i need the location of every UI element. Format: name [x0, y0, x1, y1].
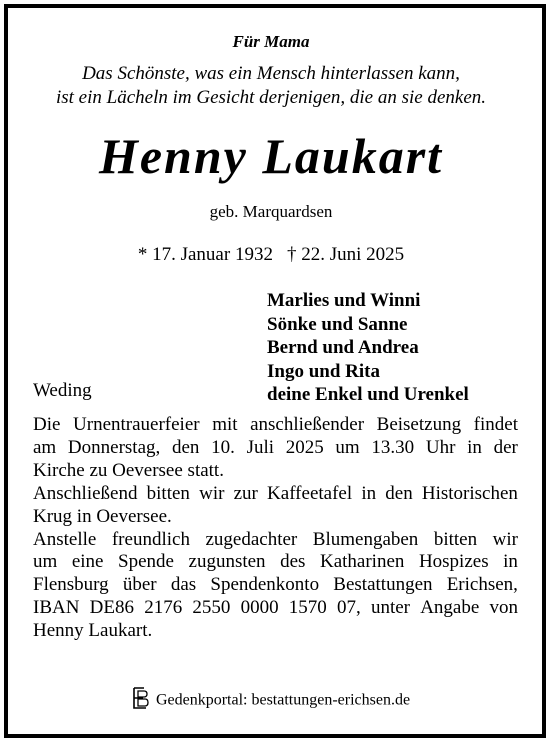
word: zugedachter — [205, 528, 298, 550]
death-date: † 22. Juni 2025 — [286, 244, 405, 265]
word: am — [33, 436, 57, 458]
place-name: Weding — [33, 380, 92, 401]
word: 2550 — [192, 597, 231, 619]
word: freundlich — [111, 528, 190, 550]
word: Bestattungen — [333, 574, 433, 596]
ceremony-text — [33, 414, 518, 643]
life-dates — [0, 244, 542, 266]
word: zugunsten — [188, 551, 266, 573]
deceased-name: Henny Laukart — [98, 128, 444, 184]
birth-date: * 17. Januar 1932 — [137, 244, 273, 265]
word: Anschließend — [33, 482, 138, 504]
word: Beisetzung — [376, 414, 462, 435]
word: eine — [71, 551, 104, 573]
word: um — [33, 551, 58, 573]
word: den — [385, 482, 413, 504]
mourner-entry: Marlies und Winni — [267, 290, 421, 311]
quote — [0, 62, 542, 110]
word: Anstelle — [33, 528, 97, 550]
word: den — [171, 436, 200, 458]
word: Erichsen, — [446, 574, 518, 596]
word: in — [361, 482, 377, 504]
word: bitten — [433, 528, 478, 550]
word: um — [335, 436, 360, 458]
funeral-home-logo-icon — [132, 686, 150, 715]
word: 2025 — [285, 436, 324, 458]
word: bitten — [146, 482, 190, 504]
text-line: Kirche zu Oeversee statt. — [33, 459, 224, 481]
word: von — [489, 597, 518, 619]
word: Spende — [118, 551, 174, 573]
word: Angabe — [420, 597, 480, 619]
mourner-entry: Bernd und Andrea — [267, 337, 419, 358]
word: 2176 — [144, 597, 183, 619]
mourner-entry: Sönke und Sanne — [267, 313, 408, 335]
word: in — [503, 551, 518, 573]
text-line: Krug in Oeversee. — [33, 505, 172, 527]
word: wir — [199, 482, 225, 504]
word: Juli — [246, 436, 275, 458]
word: zur — [233, 482, 258, 504]
text-line — [33, 551, 518, 574]
footer — [0, 686, 542, 715]
text-line: Henny Laukart. — [33, 620, 153, 642]
word: unter — [370, 597, 410, 619]
dedication: Für Mama — [232, 32, 310, 51]
word: IBAN — [33, 597, 80, 619]
mourner-entry: deine Enkel und Urenkel — [267, 384, 469, 405]
word: Hospizes — [418, 551, 489, 573]
text-line — [33, 483, 518, 506]
text-line — [33, 437, 518, 460]
mourner-entry: Ingo und Rita — [267, 360, 380, 382]
word: Katharinen — [319, 551, 405, 573]
word: Kaffeetafel — [267, 482, 353, 504]
word: der — [493, 436, 518, 458]
word: über — [122, 574, 157, 596]
text-line — [33, 529, 518, 552]
maiden-name: geb. Marquardsen — [209, 202, 333, 221]
word: Flensburg — [33, 574, 109, 596]
word: Die — [33, 414, 61, 435]
word: Uhr — [425, 436, 456, 458]
text-line — [33, 414, 518, 437]
word: Spendenkonto — [210, 574, 320, 596]
word: 0000 — [240, 597, 279, 619]
word: wir — [492, 528, 518, 550]
word: anschließender — [250, 414, 365, 435]
quote-line: ist ein Lächeln im Gesicht derjenigen, die an sie denken. — [55, 87, 487, 108]
memorial-portal-link[interactable]: Gedenkportal: bestattungen-erichsen.de — [155, 691, 411, 709]
word: DE86 — [89, 597, 134, 619]
text-line — [33, 597, 518, 620]
word: in — [467, 436, 482, 458]
word: 10. — [211, 436, 235, 458]
word: Urnentrauerfeier — [73, 414, 200, 435]
word: 07, — [337, 597, 361, 619]
word: das — [170, 574, 197, 596]
word: 13.30 — [371, 436, 415, 458]
word: des — [280, 551, 306, 573]
word: findet — [473, 414, 518, 435]
quote-line: Das Schönste, was ein Mensch hinterlassen kann, — [82, 63, 460, 84]
word: 1570 — [288, 597, 327, 619]
mourners-list — [267, 289, 469, 407]
text-line — [33, 574, 518, 597]
word: Donnerstag, — [67, 436, 161, 458]
word: mit — [212, 414, 238, 435]
word: Blumengaben — [312, 528, 419, 550]
word: Historischen — [421, 482, 518, 504]
